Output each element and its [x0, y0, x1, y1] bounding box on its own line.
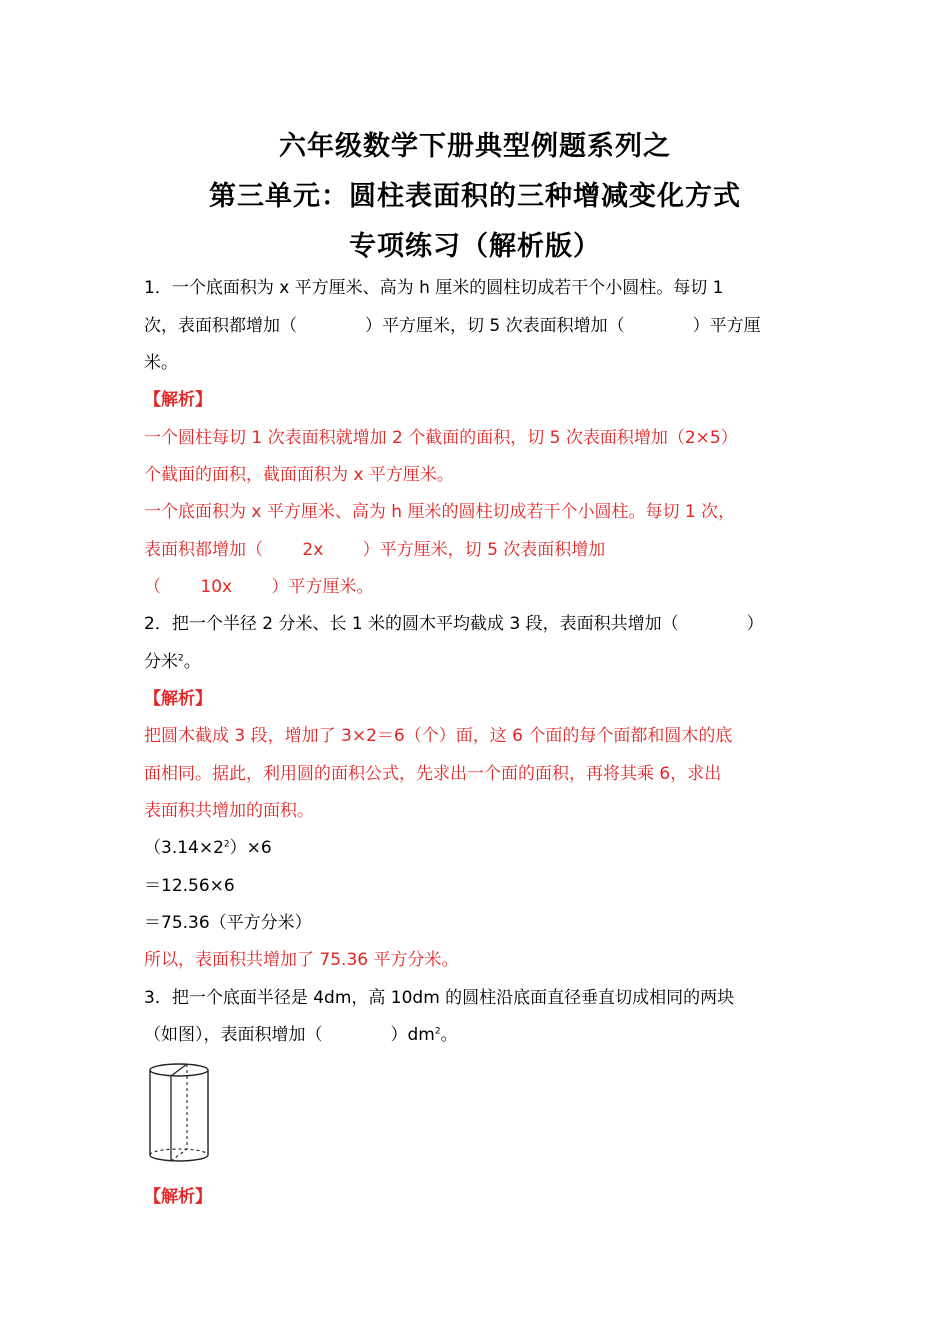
- q2-calc-3: ＝75.36（平方分米）: [144, 913, 312, 933]
- q1-answer-2: 个截面的面积，截面面积为 x 平方厘米。: [144, 465, 454, 485]
- q2-unit-exponent: 2: [178, 653, 184, 664]
- q1-line-1: 1．一个底面积为 x 平方厘米、高为 h 厘米的圆柱切成若干个小圆柱。每切 1: [144, 278, 724, 298]
- cylinder-top-diameter: [171, 1064, 187, 1076]
- q1-answer-4: 表面积都增加（ 2x ）平方厘米，切 5 次表面积增加: [144, 540, 606, 560]
- q2-calc-2: ＝12.56×6: [144, 876, 235, 896]
- q3-line-2: [144, 1020, 458, 1045]
- q2-line-1: 2．把一个半径 2 分米、长 1 米的圆木平均截成 3 段，表面积共增加（ ）: [144, 614, 764, 634]
- doc-title-2: 第三单元：圆柱表面积的三种增减变化方式: [209, 181, 741, 212]
- q1-answer-1: 一个圆柱每切 1 次表面积就增加 2 个截面的面积，切 5 次表面积增加（2×5）: [144, 428, 738, 448]
- doc-title-3: 专项练习（解析版）: [349, 231, 601, 262]
- q2-answer-3: 表面积共增加的面积。: [144, 801, 314, 821]
- q3-line-1: 3．把一个底面半径是 4dm，高 10dm 的圆柱沿底面直径垂直切成相同的两块: [144, 988, 735, 1008]
- q1-answer-3: 一个底面积为 x 平方厘米、高为 h 厘米的圆柱切成若干个小圆柱。每切 1 次，: [144, 502, 736, 522]
- q1-line-3: 米。: [144, 353, 178, 373]
- q3-text: （如图），表面积增加（ ）dm: [144, 1025, 435, 1045]
- q2-calc-1b: ）×6: [229, 838, 272, 858]
- q1-answer-5: （ 10x ）平方厘米。: [144, 577, 374, 597]
- q2-answer-4: 所以，表面积共增加了 75.36 平方分米。: [144, 950, 459, 970]
- q2-calc-1a: （3.14×2: [144, 838, 224, 858]
- q2-answer-2: 面相同。据此，利用圆的面积公式，先求出一个面的面积，再将其乘 6，求出: [144, 764, 722, 784]
- q2-line-2: [144, 647, 201, 672]
- q3-unit-exponent: 2: [434, 1026, 441, 1037]
- q2-calc-1: [144, 833, 272, 858]
- q2-answer-1: 把圆木截成 3 段，增加了 3×2＝6（个）面，这 6 个面的每个面都和圆木的底: [144, 726, 733, 746]
- q2-jiexi-label: 【解析】: [144, 689, 212, 709]
- q3-jiexi-label: 【解析】: [144, 1187, 212, 1207]
- cylinder-bottom-diameter: [171, 1149, 187, 1161]
- cylinder-bottom-back: [150, 1149, 208, 1155]
- cylinder-figure: [145, 1060, 215, 1168]
- q2-unit: 分米: [144, 652, 178, 672]
- q2-period: 。: [183, 652, 201, 672]
- q1-jiexi-label: 【解析】: [144, 390, 212, 410]
- q3-period: 。: [440, 1025, 458, 1045]
- cylinder-bottom-front: [150, 1155, 208, 1161]
- q2-calc-1-exponent: 2: [223, 839, 230, 850]
- q1-line-2: 次，表面积都增加（ ）平方厘米，切 5 次表面积增加（ ）平方厘: [144, 316, 761, 336]
- doc-title-1: 六年级数学下册典型例题系列之: [279, 131, 671, 162]
